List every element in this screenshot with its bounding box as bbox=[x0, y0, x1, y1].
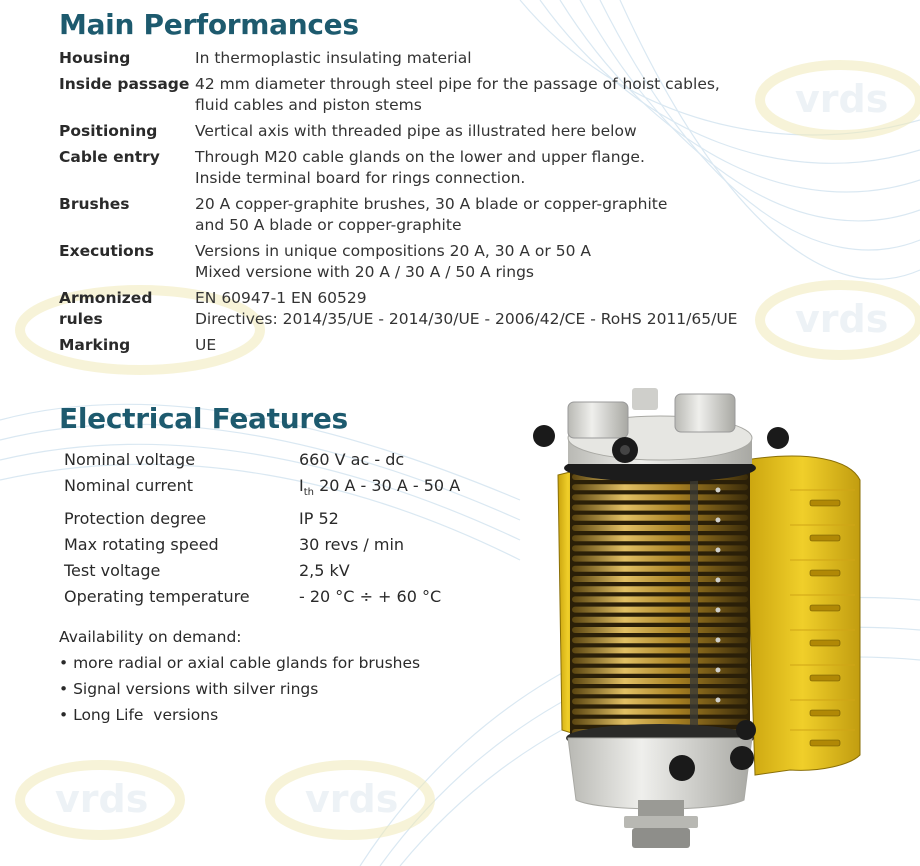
spec-label: Armonized rules bbox=[59, 289, 153, 328]
electrical-value-text: 660 V ac - dc bbox=[299, 450, 405, 469]
slip-ring bbox=[572, 484, 748, 490]
spec-row bbox=[59, 335, 759, 356]
electrical-row bbox=[64, 447, 460, 473]
bottom-housing bbox=[566, 720, 756, 848]
electrical-row bbox=[64, 532, 460, 558]
electrical-label: Operating temperature bbox=[64, 587, 250, 606]
spec-label: Positioning bbox=[59, 122, 158, 140]
slip-ring-product-image bbox=[520, 380, 920, 860]
main-performances-title: Main Performances bbox=[59, 8, 359, 41]
spec-value-line: 20 A copper-graphite brushes, 30 A blade or copper-graphite bbox=[195, 195, 668, 213]
electrical-value bbox=[299, 447, 404, 473]
slip-ring bbox=[572, 586, 748, 592]
slip-ring bbox=[572, 556, 748, 562]
electrical-features-table bbox=[64, 447, 460, 610]
electrical-value-text: - 20 °C ÷ + 60 °C bbox=[299, 587, 442, 606]
brush-holder-right bbox=[745, 456, 860, 775]
spec-value-line: and 50 A blade or copper-graphite bbox=[195, 216, 462, 234]
electrical-value-text: 30 revs / min bbox=[299, 535, 405, 554]
spec-label: Executions bbox=[59, 242, 154, 260]
electrical-value bbox=[299, 473, 460, 506]
slip-ring bbox=[572, 658, 748, 664]
slip-ring bbox=[572, 545, 748, 551]
main-performances-table bbox=[59, 48, 759, 361]
electrical-value-text: 20 A - 30 A - 50 A bbox=[313, 476, 461, 495]
electrical-value bbox=[299, 506, 339, 532]
availability-item: • Long Life versions bbox=[59, 702, 420, 728]
spec-value bbox=[195, 335, 759, 356]
availability-section bbox=[59, 624, 420, 728]
availability-heading: Availability on demand: bbox=[59, 628, 242, 646]
electrical-value-text: IP 52 bbox=[299, 509, 339, 528]
slip-ring bbox=[572, 576, 748, 582]
electrical-label: Protection degree bbox=[64, 509, 207, 528]
electrical-label: Test voltage bbox=[64, 561, 161, 580]
spec-value bbox=[195, 121, 759, 142]
spec-label: Brushes bbox=[59, 195, 130, 213]
spec-row bbox=[59, 288, 759, 330]
electrical-value bbox=[299, 558, 350, 584]
slip-ring bbox=[572, 668, 748, 674]
spec-value bbox=[195, 194, 759, 236]
svg-text:vrds: vrds bbox=[795, 77, 889, 121]
electrical-value-subscript: th bbox=[303, 487, 314, 498]
slip-ring bbox=[572, 494, 748, 500]
electrical-value bbox=[299, 532, 404, 558]
spec-label: Cable entry bbox=[59, 148, 160, 166]
spec-row bbox=[59, 48, 759, 69]
electrical-features-title: Electrical Features bbox=[59, 402, 348, 435]
svg-text:vrds: vrds bbox=[795, 297, 889, 341]
electrical-value-text: 2,5 kV bbox=[299, 561, 350, 580]
slip-ring bbox=[572, 688, 748, 694]
spec-row bbox=[59, 241, 759, 283]
slip-ring bbox=[572, 719, 748, 725]
spec-row bbox=[59, 147, 759, 189]
electrical-row bbox=[64, 584, 460, 610]
top-housing bbox=[533, 388, 789, 482]
slip-ring bbox=[572, 566, 748, 572]
electrical-value bbox=[299, 584, 441, 610]
availability-list bbox=[59, 650, 420, 728]
electrical-row bbox=[64, 506, 460, 532]
spec-value bbox=[195, 147, 759, 189]
spec-value-line: Mixed versione with 20 A / 30 A / 50 A rings bbox=[195, 263, 534, 281]
svg-text:vrds: vrds bbox=[55, 777, 149, 821]
spec-label: Marking bbox=[59, 336, 131, 354]
spec-value bbox=[195, 48, 759, 69]
spec-label: Housing bbox=[59, 49, 131, 67]
electrical-row bbox=[64, 558, 460, 584]
spec-value-line: Inside terminal board for rings connection. bbox=[195, 169, 526, 187]
slip-ring bbox=[572, 678, 748, 684]
spec-value-line: fluid cables and piston stems bbox=[195, 96, 422, 114]
slip-ring bbox=[572, 698, 748, 704]
electrical-label: Nominal current bbox=[64, 476, 193, 495]
electrical-row bbox=[64, 473, 460, 506]
spec-value-line: In thermoplastic insulating material bbox=[195, 49, 472, 67]
spec-value-line: 42 mm diameter through steel pipe for the passage of hoist cables, bbox=[195, 75, 720, 93]
spec-value-line: Through M20 cable glands on the lower and upper flange. bbox=[195, 148, 645, 166]
spec-row bbox=[59, 194, 759, 236]
svg-text:vrds: vrds bbox=[305, 777, 399, 821]
availability-item: • Signal versions with silver rings bbox=[59, 676, 420, 702]
slip-ring bbox=[572, 617, 748, 623]
electrical-value-symbol: I bbox=[299, 476, 304, 495]
spec-row bbox=[59, 121, 759, 142]
spec-value-line: Vertical axis with threaded pipe as illustrated here below bbox=[195, 122, 637, 140]
spec-value bbox=[195, 74, 759, 116]
slip-ring bbox=[572, 607, 748, 613]
spec-label: Inside passage bbox=[59, 75, 190, 93]
spec-value-line: Versions in unique compositions 20 A, 30 A or 50 A bbox=[195, 242, 591, 260]
availability-item: • more radial or axial cable glands for brushes bbox=[59, 650, 420, 676]
spec-value-line: EN 60947-1 EN 60529 bbox=[195, 289, 367, 307]
slip-ring bbox=[572, 637, 748, 643]
spec-value bbox=[195, 288, 759, 330]
slip-ring bbox=[572, 647, 748, 653]
slip-ring bbox=[572, 709, 748, 715]
slip-ring bbox=[572, 505, 748, 511]
ring-stack bbox=[570, 468, 750, 738]
spec-row bbox=[59, 74, 759, 116]
electrical-label: Max rotating speed bbox=[64, 535, 219, 554]
slip-ring bbox=[572, 535, 748, 541]
spec-value-line: UE bbox=[195, 336, 217, 354]
slip-ring bbox=[572, 627, 748, 633]
spec-value-line: Directives: 2014/35/UE - 2014/30/UE - 2006/42/CE - RoHS 2011/65/UE bbox=[195, 310, 738, 328]
slip-ring bbox=[572, 525, 748, 531]
spec-value bbox=[195, 241, 759, 283]
slip-ring bbox=[572, 596, 748, 602]
slip-ring bbox=[572, 515, 748, 521]
electrical-label: Nominal voltage bbox=[64, 450, 196, 469]
